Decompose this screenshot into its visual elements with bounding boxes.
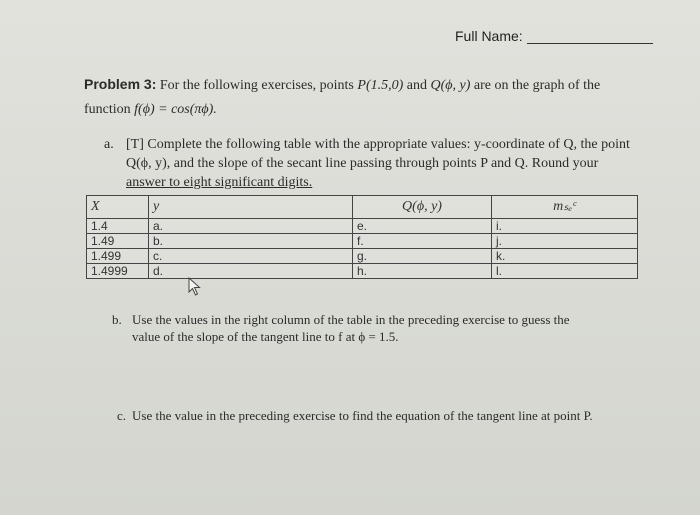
cell-y: b. xyxy=(149,234,353,249)
problem-label: Problem 3: xyxy=(84,76,157,92)
part-b-label: b. xyxy=(112,312,122,327)
mouse-pointer-icon xyxy=(188,277,202,297)
table-row xyxy=(87,249,638,264)
cell-msec: j. xyxy=(492,234,638,249)
cell-x: 1.4 xyxy=(87,219,149,234)
cell-y: a. xyxy=(149,219,353,234)
header-q: Q(ϕ, y) xyxy=(353,196,492,219)
part-a-line-3: answer to eight significant digits. xyxy=(126,175,313,190)
point-q: Q(ϕ, y) xyxy=(430,78,471,93)
point-p: P(1.5,0) xyxy=(357,78,404,93)
cell-y: d. xyxy=(149,264,353,279)
problem-text-1: For the following exercises, points xyxy=(159,78,354,93)
cell-q: e. xyxy=(353,219,492,234)
function-definition: f(ϕ) = cos(πϕ). xyxy=(134,102,217,117)
cell-y: c. xyxy=(149,249,353,264)
table-row xyxy=(87,264,638,279)
part-a xyxy=(104,135,649,192)
problem-statement xyxy=(84,72,644,122)
part-c xyxy=(117,407,657,424)
values-table xyxy=(86,195,638,279)
part-b-line-1: Use the values in the right column of the table in the preceding exercise to guess the xyxy=(132,312,570,327)
cell-x: 1.49 xyxy=(87,234,149,249)
table-row xyxy=(87,219,638,234)
cell-x: 1.4999 xyxy=(87,264,149,279)
part-c-line-1: Use the value in the preceding exercise to find the equation of the tangent line at point P. xyxy=(132,408,593,423)
full-name-label: Full Name: xyxy=(455,28,523,44)
cell-q: h. xyxy=(353,264,492,279)
part-b-line-2: value of the slope of the tangent line to f at ϕ = 1.5. xyxy=(132,329,399,344)
cell-msec: i. xyxy=(492,219,638,234)
part-a-line-2: Q(ϕ, y), and the slope of the secant line passing through points P and Q. Round your xyxy=(126,156,599,171)
problem-text-3: are on the graph of the function xyxy=(84,78,601,117)
part-a-line-1: [T] Complete the following table with the appropriate values: y-coordinate of Q, the point xyxy=(126,137,630,152)
problem-text-2: and xyxy=(406,78,427,93)
table-row xyxy=(87,234,638,249)
header-x: X xyxy=(87,196,149,219)
part-b xyxy=(112,311,632,345)
cell-x: 1.499 xyxy=(87,249,149,264)
full-name-field xyxy=(455,28,653,44)
header-y: y xyxy=(149,196,353,219)
full-name-blank-line xyxy=(527,31,653,44)
table-header-row xyxy=(87,196,638,219)
cell-msec: l. xyxy=(492,264,638,279)
cell-msec: k. xyxy=(492,249,638,264)
part-c-label: c. xyxy=(117,408,127,423)
part-a-label: a. xyxy=(104,137,114,152)
cell-q: f. xyxy=(353,234,492,249)
header-msec: mₛₑᶜ xyxy=(492,196,638,219)
cell-q: g. xyxy=(353,249,492,264)
